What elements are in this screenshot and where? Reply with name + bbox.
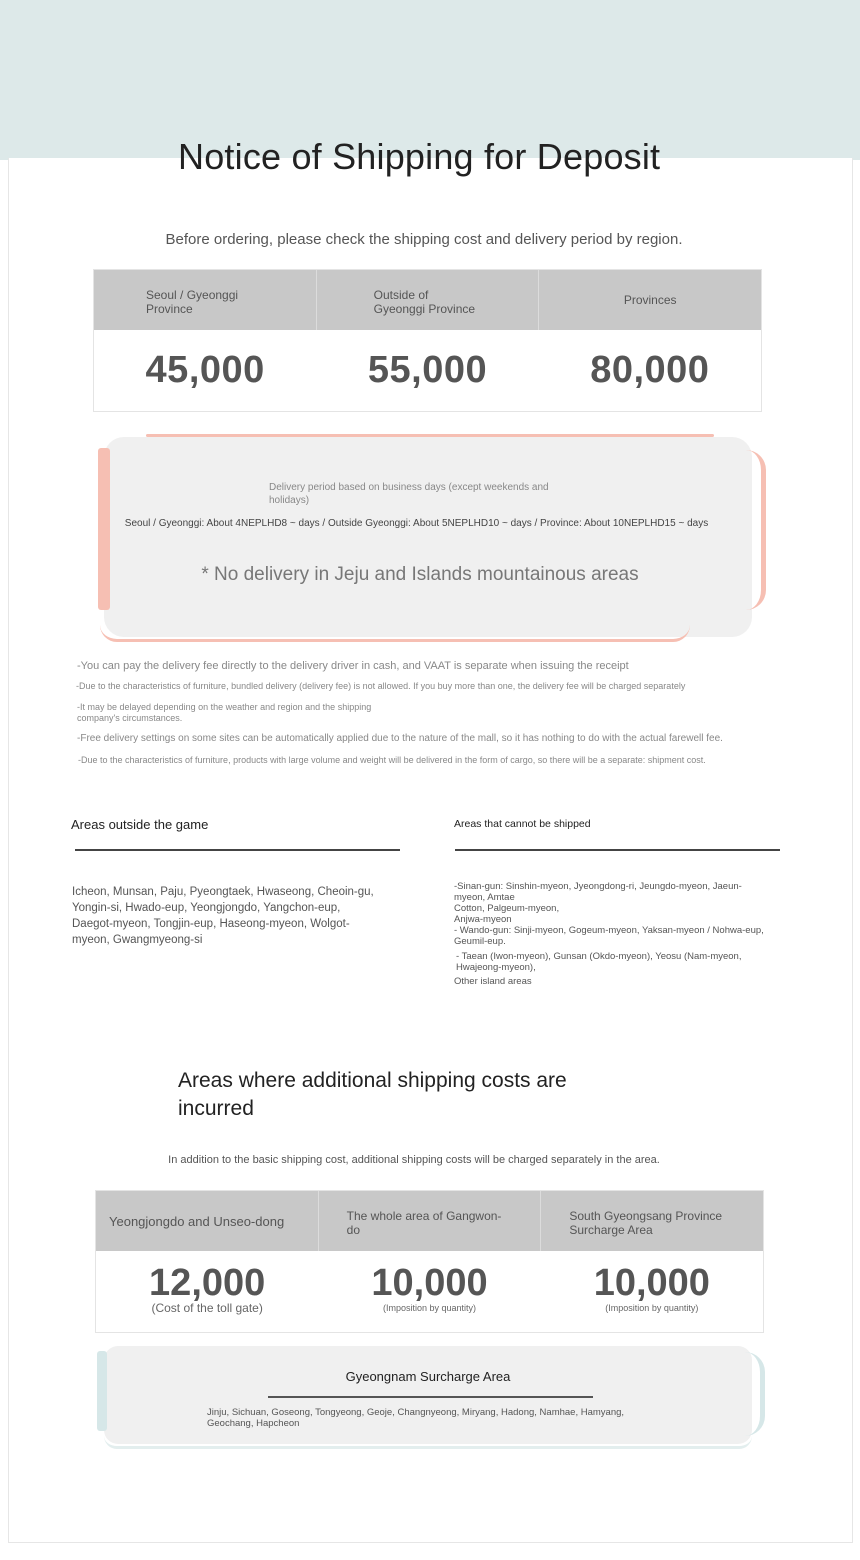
list-item: - Wando-gun: Sinji-myeon, Gogeum-myeon, Yaksan-myeon / Nohwa-eup, Geumil-eup. — [454, 925, 764, 947]
surcharge-south-gyeongsang: 10,000 — [593, 1262, 710, 1304]
surcharge-gangwon: 10,000 — [371, 1262, 488, 1304]
surcharge-cell — [96, 1251, 318, 1332]
note-item: -Due to the characteristics of furniture, products with large volume and weight will be delivered in the form of cargo, so there will be a separate: shipment cost. — [78, 755, 706, 765]
note-item: -Due to the characteristics of furniture, bundled delivery (delivery fee) is not allowed. If you buy more than one, the delivery fee will be charged separately — [76, 681, 686, 691]
list-item: Cotton, Palgeum-myeon, — [454, 903, 560, 914]
table-header-row — [96, 1191, 763, 1251]
list-item: Other island areas — [454, 976, 532, 987]
list-item: Anjwa-myeon — [454, 914, 512, 925]
table-value-row — [96, 1251, 763, 1332]
header-yeongjongdo — [96, 1191, 319, 1251]
header-line: Seoul / Gyeonggi — [146, 288, 239, 302]
header-line: South Gyeongsang Province — [569, 1209, 723, 1223]
decorative-line — [100, 625, 690, 642]
header-line: Yeongjongdo and Unseo-dong — [109, 1214, 285, 1229]
gyeongnam-area-list: Jinju, Sichuan, Goseong, Tongyeong, Geoje, Changnyeong, Miryang, Hadong, Namhae, Hamyang, Geochang, Hapcheon — [207, 1407, 625, 1429]
note-item: -It may be delayed depending on the weather and region and the shipping company's circumstances. — [77, 702, 372, 723]
gyeongnam-title: Gyeongnam Surcharge Area — [345, 1369, 511, 1384]
header-line: Outside of — [373, 288, 429, 302]
price-outside-gyeonggi: 55,000 — [367, 349, 488, 391]
decorative-bar — [745, 450, 766, 610]
surcharge-note: (Cost of the toll gate) — [151, 1301, 263, 1315]
header-gangwon — [319, 1191, 542, 1251]
price-provinces: 80,000 — [590, 349, 710, 391]
header-line: Surcharge Area — [569, 1223, 653, 1237]
table-value-row — [94, 330, 761, 411]
areas-cannot-title: Areas that cannot be shipped — [454, 818, 591, 830]
list-item: - Taean (Iwon-myeon), Gunsan (Okdo-myeon), Yeosu (Nam-myeon, Hwajeong-myeon), — [456, 951, 742, 973]
delivery-period-box — [104, 437, 752, 637]
decorative-bar — [742, 1352, 765, 1436]
divider — [75, 849, 400, 851]
gyeongnam-surcharge-box — [104, 1346, 752, 1444]
delivery-period-caption: Delivery period based on business days (except weekends and holidays) — [269, 482, 549, 506]
surcharge-cell — [318, 1251, 540, 1332]
delivery-period-detail: Seoul / Gyeonggi: About 4NEPLHD8 ~ days / Outside Gyeonggi: About 5NEPLHD10 ~ days / Province: About 10NEPLHD15 ~ days — [124, 518, 709, 529]
header-south-gyeongsang — [541, 1191, 763, 1251]
areas-cannot-list — [454, 881, 764, 987]
header-seoul-gyeonggi — [94, 270, 317, 330]
surcharge-yeongjongdo: 12,000 — [149, 1262, 266, 1304]
surcharge-cell — [541, 1251, 763, 1332]
header-line: Gyeonggi Province — [373, 302, 476, 316]
note-item: -Free delivery settings on some sites can be automatically applied due to the nature of the mall, so it has nothing to do with the actual farewell fee. — [77, 733, 723, 744]
decorative-line — [104, 1436, 752, 1449]
surcharge-note: (Imposition by quantity) — [382, 1303, 477, 1313]
decorative-bar — [97, 1351, 107, 1431]
shipping-cost-table — [93, 269, 762, 412]
price-seoul-gyeonggi: 45,000 — [145, 349, 265, 391]
surcharge-note: (Imposition by quantity) — [605, 1303, 699, 1313]
divider — [455, 849, 780, 851]
areas-outside-list: Icheon, Munsan, Paju, Pyeongtaek, Hwaseong, Cheoin-gu, Yongin-si, Hwado-eup, Yeongjongdo, Yangchon-eup, Daegot-myeon, Tongjin-eup, Haseong-myeon, Wolgot-myeon, Gwangmyeong-si — [72, 886, 374, 946]
header-line: The whole area of Gangwon- — [346, 1209, 502, 1223]
header-line: do — [346, 1223, 361, 1237]
additional-cost-table — [95, 1190, 764, 1333]
note-item: -You can pay the delivery fee directly to the delivery driver in cash, and VAAT is separate when issuing the receipt — [77, 660, 629, 672]
page-subtitle: Before ordering, please check the shipping cost and delivery period by region. — [165, 231, 683, 248]
list-item: -Sinan-gun: Sinshin-myeon, Jyeongdong-ri, Jeungdo-myeon, Jaeun-myeon, Amtae — [454, 881, 742, 903]
header-line: Province — [146, 302, 193, 316]
header-line: Provinces — [623, 293, 677, 307]
table-header-row — [94, 270, 761, 330]
additional-costs-subtitle: In addition to the basic shipping cost, additional shipping costs will be charged separately in the area. — [168, 1154, 660, 1166]
header-provinces — [539, 270, 761, 330]
header-outside-gyeonggi — [317, 270, 540, 330]
additional-costs-title: Areas where additional shipping costs are incurred — [178, 1069, 567, 1120]
page-title: Notice of Shipping for Deposit — [178, 136, 661, 177]
decorative-line — [146, 434, 714, 437]
areas-outside-title: Areas outside the game — [71, 817, 209, 832]
no-delivery-notice: * No delivery in Jeju and Islands mountainous areas — [201, 564, 639, 585]
divider — [268, 1396, 593, 1398]
